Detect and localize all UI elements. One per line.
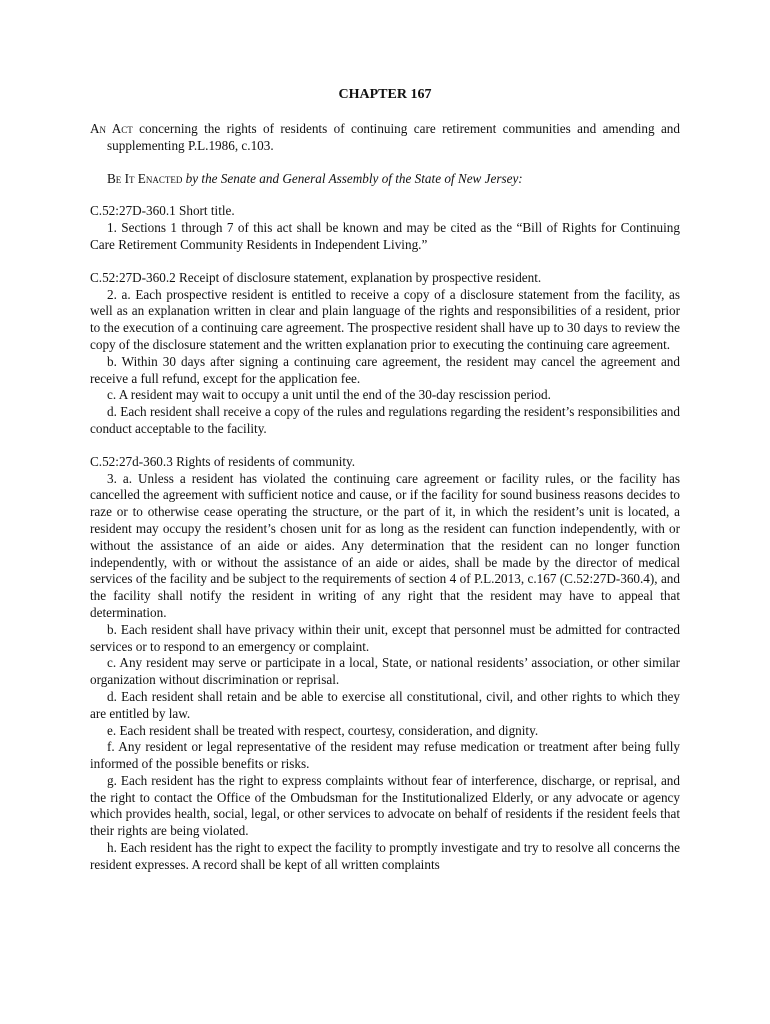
act-label: An Act xyxy=(90,121,133,136)
section-heading: C.52:27d-360.3 Rights of residents of community. xyxy=(90,453,356,469)
act-title xyxy=(90,121,680,155)
section-heading: C.52:27D-360.1 Short title. xyxy=(90,203,235,219)
section-paragraph: b. Each resident shall have privacy within their unit, except that personnel must be admitted for contracted services or to respond to an emergency or complaint. xyxy=(90,621,680,654)
section-paragraph: c. A resident may wait to occupy a unit until the end of the 30-day rescission period. xyxy=(107,387,551,403)
section-paragraph: d. Each resident shall receive a copy of the rules and regulations regarding the resident’s responsibilities and conduct acceptable to the facility. xyxy=(90,404,680,436)
chapter-title: CHAPTER 167 xyxy=(338,87,432,102)
section-paragraph: h. Each resident has the right to expect the facility to promptly investigate and try to resolve all concerns the resident expresses. A record shall be kept of all written complaints xyxy=(90,840,680,872)
section-paragraph: b. Within 30 days after signing a continuing care agreement, the resident may cancel the agreement and receive a full refund, except for the application fee. xyxy=(90,353,680,386)
document-page xyxy=(90,86,680,874)
enacted-text: by the Senate and General Assembly of the State of New Jersey: xyxy=(185,170,523,186)
section-paragraph: 1. Sections 1 through 7 of this act shall be known and may be cited as the “Bill of Rights for Continuing Care Retirement Community Residents in Independent Living.” xyxy=(90,220,680,252)
section-360-1 xyxy=(90,203,680,253)
section-360-2 xyxy=(90,270,680,438)
section-heading: C.52:27D-360.2 Receipt of disclosure statement, explanation by prospective resident. xyxy=(90,269,542,285)
section-paragraph: 3. a. Unless a resident has violated the continuing care agreement or facility rules, or the facility has cancelled the agreement with sufficient notice and cause, or if the facility for sound business reasons decides to raze or to otherwise cease operating the structure, or the part of it, in which the resident’s unit is located, a resident may occupy the resident’s chosen unit for as long as the resident can function independently, with or without the assistance of an aide or aides. Any determination that the resident can no longer function independently, with or without the assistance of an aide or aides, shall be made by the director of medical services of the facility and be subject to the requirements of section 4 of P.L.2013, c.167 (C.52:27D-360.4), and the facility shall notify the resident in writing of any right that the resident may have to appeal that determination. xyxy=(90,470,680,620)
enacted-label: Be It Enacted xyxy=(107,170,183,186)
section-paragraph: g. Each resident has the right to express complaints without fear of interference, discharge, or reprisal, and the right to contact the Office of the Ombudsman for the Institutionalized Elderly, or any advocate or agency which provides health, social, legal, or other services to advocate on behalf of residents if the resident feels that their rights are being violated. xyxy=(90,772,680,839)
section-paragraph: c. Any resident may serve or participate in a local, State, or national residents’ association, or other similar organization without discrimination or reprisal. xyxy=(90,655,680,688)
section-360-3 xyxy=(90,454,680,874)
section-paragraph: e. Each resident shall be treated with respect, courtesy, consideration, and dignity. xyxy=(107,722,539,738)
enacting-clause xyxy=(107,171,680,188)
section-paragraph: d. Each resident shall retain and be able to exercise all constitutional, civil, and other rights to which they are entitled by law. xyxy=(90,688,680,721)
act-text: concerning the rights of residents of continuing care retirement communities and amending and supplementing P.L.1986, c.103. xyxy=(107,121,680,153)
section-paragraph: f. Any resident or legal representative of the resident may refuse medication or treatment after being fully informed of the possible benefits or risks. xyxy=(90,739,680,772)
section-paragraph: 2. a. Each prospective resident is entitled to receive a copy of a disclosure statement from the facility, as well as an explanation written in clear and plain language of the rights and responsibilities of a resident, prior to the execution of a continuing care agreement. The prospective resident shall have up to 30 days to review the copy of the disclosure statement and the written explanation prior to executing the continuing care agreement. xyxy=(90,286,680,352)
